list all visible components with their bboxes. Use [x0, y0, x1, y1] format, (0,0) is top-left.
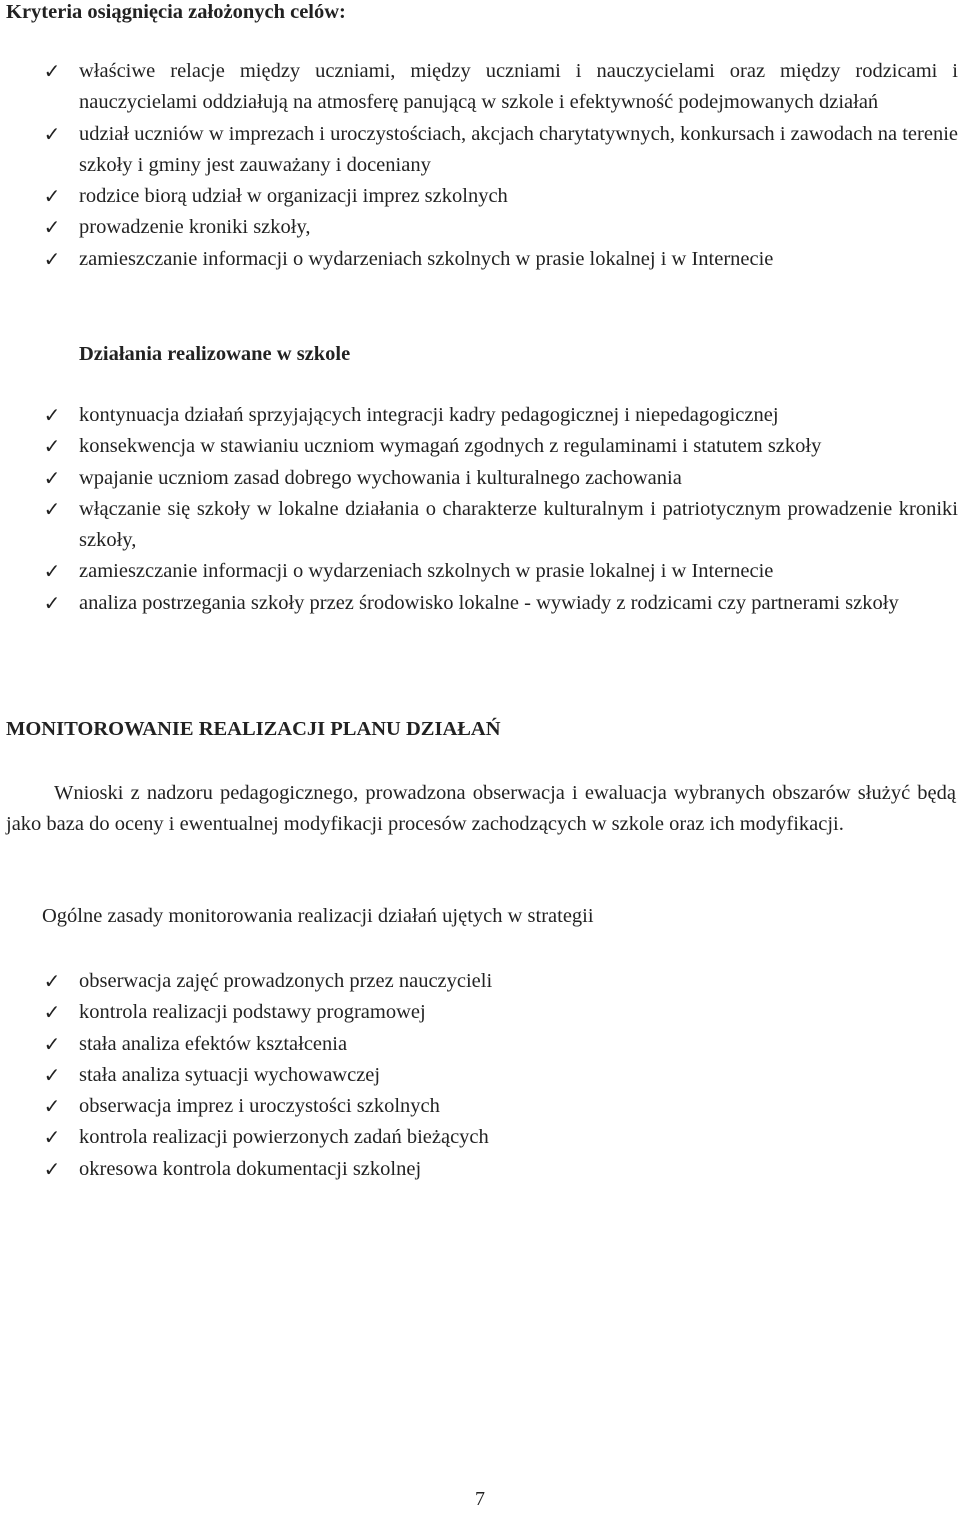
list-item-text: zamieszczanie informacji o wydarzeniach szkolnych w prasie lokalnej i w Internecie — [79, 560, 774, 583]
criteria-list — [0, 56, 958, 275]
list-item — [0, 119, 958, 182]
list-item-text: stała analiza sytuacji wychowawczej — [79, 1063, 381, 1086]
list-item — [0, 181, 958, 212]
list-item-text: właściwe relacje między uczniami, między uczniami i nauczycielami oraz między rodzicami i nauczycielami oddziałują na atmosferę panującą w szkole i efektywność podejmowanych działań — [79, 60, 958, 114]
list-item-text: kontrola realizacji podstawy programowej — [79, 1001, 426, 1024]
list-item — [0, 494, 958, 557]
checkmark-icon: ✓ — [43, 590, 61, 615]
list-item-text: włączanie się szkoły w lokalne działania o charakterze kulturalnym i patriotycznym prowadzenie kroniki szkoły, — [79, 497, 958, 552]
checkmark-icon: ✓ — [43, 969, 61, 993]
checkmark-icon: ✓ — [43, 59, 61, 83]
list-item-text: konsekwencja w stawianiu uczniom wymagań zgodnych z regulaminami i statutem szkoły — [79, 435, 822, 458]
list-item-text: obserwacja imprez i uroczystości szkolnych — [79, 1095, 440, 1118]
list-item-text: kontynuacja działań sprzyjających integracji kadry pedagogicznej i niepedagogicznej — [79, 404, 779, 426]
checkmark-icon: ✓ — [43, 403, 61, 427]
list-item-text: wpajanie uczniom zasad dobrego wychowania i kulturalnego zachowania — [79, 466, 682, 489]
checkmark-icon: ✓ — [43, 1125, 61, 1150]
monitoring-list — [0, 966, 958, 1185]
list-item-text: obserwacja zajęć prowadzonych przez nauczycieli — [79, 970, 493, 992]
list-item-text: kontrola realizacji powierzonych zadań bieżących — [79, 1126, 489, 1149]
checkmark-icon: ✓ — [43, 1062, 61, 1087]
list-item — [0, 997, 958, 1028]
checkmark-icon: ✓ — [43, 1156, 61, 1181]
list-item-text: zamieszczanie informacji o wydarzeniach szkolnych w prasie lokalnej i w Internecie — [79, 247, 774, 270]
checkmark-icon: ✓ — [43, 1031, 61, 1056]
checkmark-icon: ✓ — [43, 496, 61, 521]
list-item — [0, 431, 958, 462]
list-item-text: analiza postrzegania szkoły przez środowisko lokalne - wywiady z rodzicami czy partnerami szkoły — [79, 591, 899, 614]
checkmark-icon: ✓ — [43, 184, 61, 209]
actions-list — [0, 400, 958, 619]
conclusions-paragraph: Wnioski z nadzoru pedagogicznego, prowadzona obserwacja i ewaluacja wybranych obszarów służyć będą jako baza do oceny i ewentualnej modyfikacji procesów zachodzących w szkole oraz ich modyfikacji. — [6, 782, 956, 836]
list-item — [0, 966, 958, 997]
list-item — [0, 588, 958, 619]
list-item — [0, 212, 958, 243]
checkmark-icon: ✓ — [43, 215, 61, 240]
list-item — [0, 1154, 958, 1185]
list-item — [0, 244, 958, 275]
list-item — [0, 463, 958, 494]
list-item-text: okresowa kontrola dokumentacji szkolnej — [79, 1157, 422, 1180]
monitoring-section-title: MONITOROWANIE REALIZACJI PLANU DZIAŁAŃ — [6, 718, 501, 740]
checkmark-icon: ✓ — [43, 1094, 61, 1119]
page-number: 7 — [475, 1488, 485, 1510]
list-item-text: rodzice biorą udział w organizacji imprez szkolnych — [79, 185, 508, 208]
actions-subheading: Działania realizowane w szkole — [79, 343, 351, 365]
checkmark-icon: ✓ — [43, 1000, 61, 1025]
list-item-text: udział uczniów w imprezach i uroczystościach, akcjach charytatywnych, konkursach i zawodach na terenie szkoły i gminy jest zauważany i doceniany — [79, 122, 958, 176]
general-rules-paragraph: Ogólne zasady monitorowania realizacji działań ujętych w strategii — [42, 905, 594, 927]
checkmark-icon: ✓ — [43, 246, 61, 271]
list-item — [0, 1060, 958, 1091]
list-item — [0, 56, 958, 119]
checkmark-icon: ✓ — [43, 434, 61, 459]
list-item-text: stała analiza efektów kształcenia — [79, 1032, 348, 1055]
checkmark-icon: ✓ — [43, 465, 61, 490]
list-item — [0, 1122, 958, 1153]
criteria-heading: Kryteria osiągnięcia założonych celów: — [6, 1, 346, 23]
list-item — [0, 556, 958, 587]
list-item — [0, 400, 958, 431]
checkmark-icon: ✓ — [43, 559, 61, 584]
checkmark-icon: ✓ — [43, 121, 61, 146]
list-item — [0, 1029, 958, 1060]
list-item — [0, 1091, 958, 1122]
list-item-text: prowadzenie kroniki szkoły, — [79, 216, 311, 239]
